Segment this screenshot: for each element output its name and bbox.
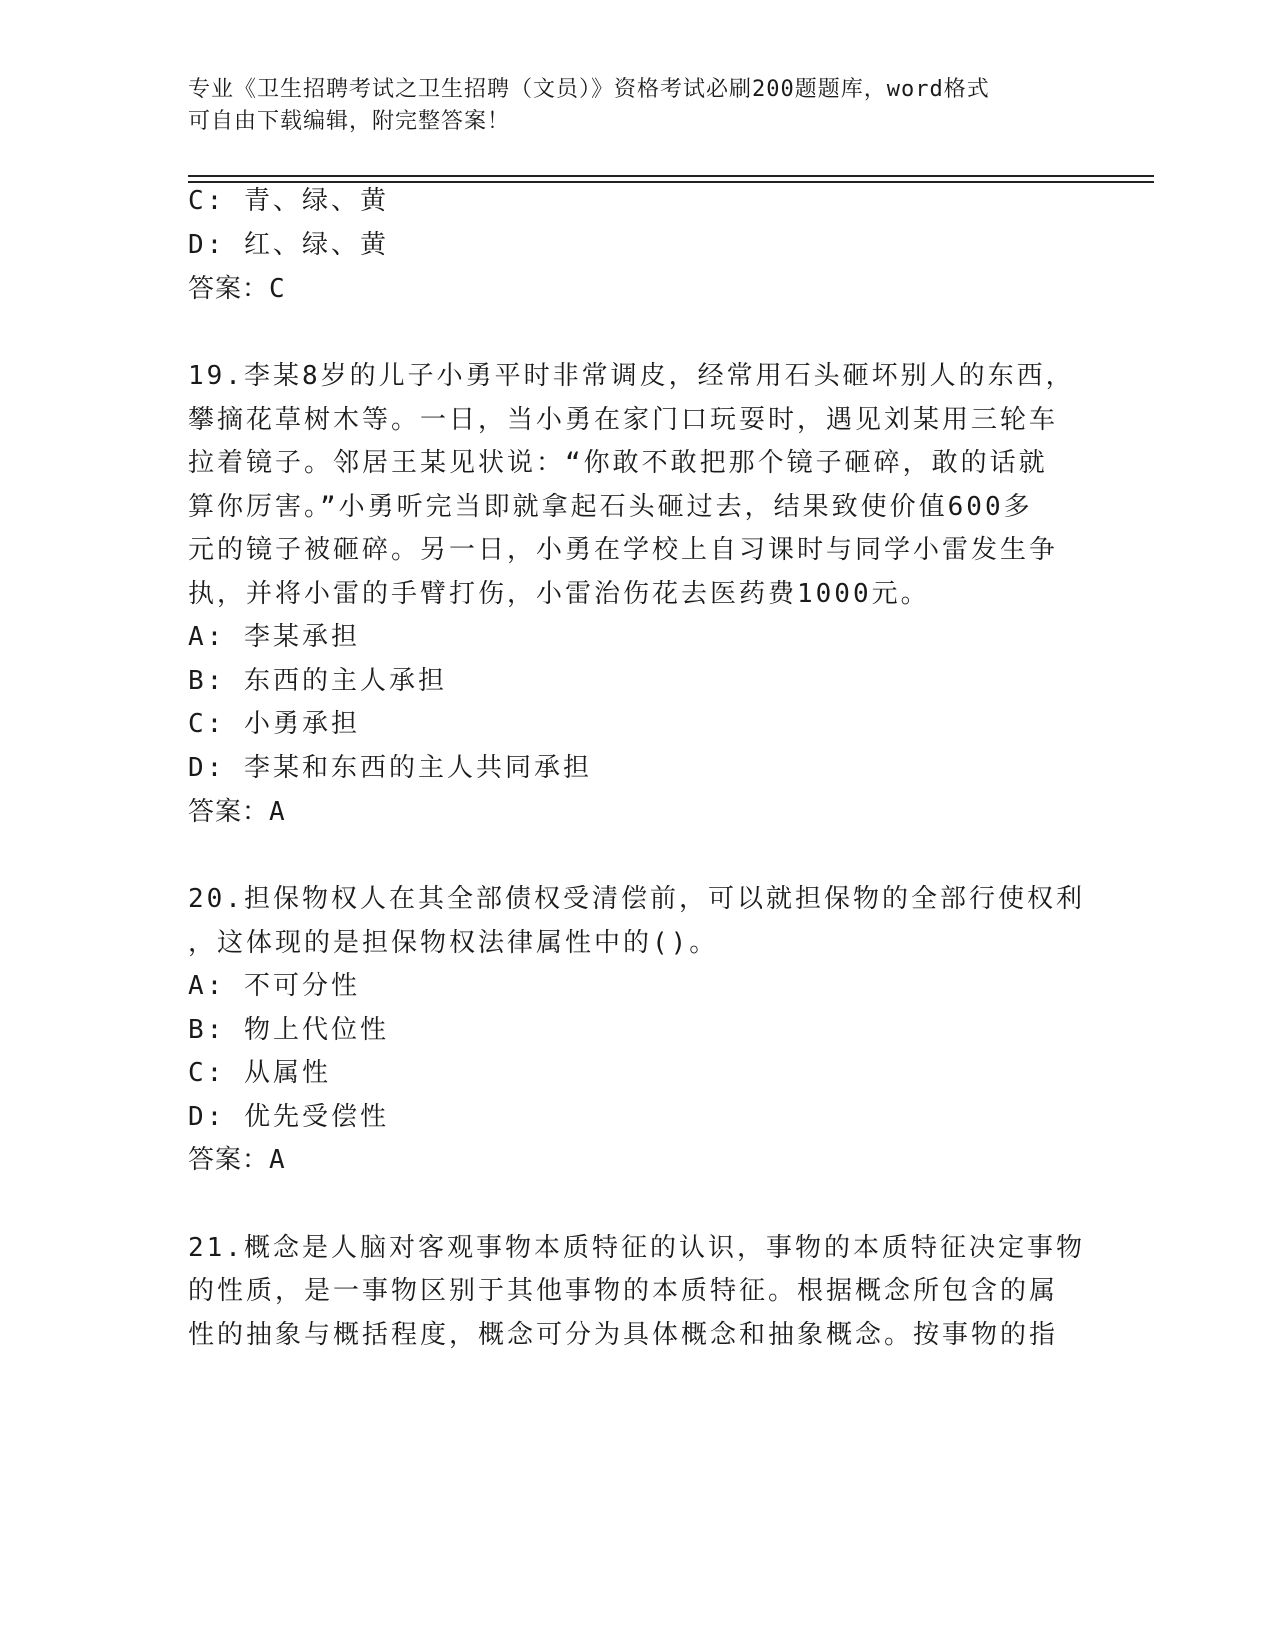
header-rule-top xyxy=(188,175,1154,177)
q20-stem-line-2: ，这体现的是担保物权法律属性中的()。 xyxy=(188,928,719,958)
q19-stem-line-6: 执，并将小雷的手臂打伤，小雷治伤花去医药费1000元。 xyxy=(188,579,930,609)
q21-stem-line-2: 的性质，是一事物区别于其他事物的本质特征。根据概念所包含的属 xyxy=(188,1276,1059,1306)
q19-option-b: B: 东西的主人承担 xyxy=(188,666,447,696)
q20-stem-line-1: 20.担保物权人在其全部债权受清偿前，可以就担保物的全部行使权利 xyxy=(188,884,1085,914)
prev-option-c: C: 青、绿、黄 xyxy=(188,186,389,216)
q19-option-a: A: 李某承担 xyxy=(188,622,360,652)
q20-option-c: C: 从属性 xyxy=(188,1058,331,1088)
prev-answer: 答案：C xyxy=(188,274,286,304)
q20-option-d: D: 优先受偿性 xyxy=(188,1102,389,1132)
q20-option-b: B: 物上代位性 xyxy=(188,1015,389,1045)
q19-option-d: D: 李某和东西的主人共同承担 xyxy=(188,753,592,783)
q19-option-c: C: 小勇承担 xyxy=(188,709,360,739)
q19-answer: 答案：A xyxy=(188,797,286,827)
header-rule-bottom xyxy=(188,181,1154,183)
q19-stem-line-5: 元的镜子被砸碎。另一日，小勇在学校上自习课时与同学小雷发生争 xyxy=(188,535,1059,565)
q21-stem-line-3: 性的抽象与概括程度，概念可分为具体概念和抽象概念。按事物的指 xyxy=(188,1320,1059,1350)
q19-stem-line-3: 拉着镜子。邻居王某见状说：“你敢不敢把那个镜子砸碎，敢的话就 xyxy=(188,448,1048,478)
document-header xyxy=(188,74,1088,138)
q19-stem-line-4: 算你厉害。”小勇听完当即就拿起石头砸过去，结果致使价值600多 xyxy=(188,492,1033,522)
q21-stem-line-1: 21.概念是人脑对客观事物本质特征的认识，事物的本质特征决定事物 xyxy=(188,1233,1085,1263)
header-line-2: 可自由下载编辑，附完整答案！ xyxy=(188,109,511,134)
header-line-1: 专业《卫生招聘考试之卫生招聘（文员）》资格考试必刷200题题库，word格式 xyxy=(188,77,990,102)
q19-stem-line-1: 19.李某8岁的儿子小勇平时非常调皮，经常用石头砸坏别人的东西， xyxy=(188,361,1075,391)
q19-stem-line-2: 攀摘花草树木等。一日，当小勇在家门口玩耍时，遇见刘某用三轮车 xyxy=(188,405,1059,435)
q20-answer: 答案：A xyxy=(188,1145,286,1175)
q20-option-a: A: 不可分性 xyxy=(188,971,360,1001)
prev-option-d: D: 红、绿、黄 xyxy=(188,230,389,260)
